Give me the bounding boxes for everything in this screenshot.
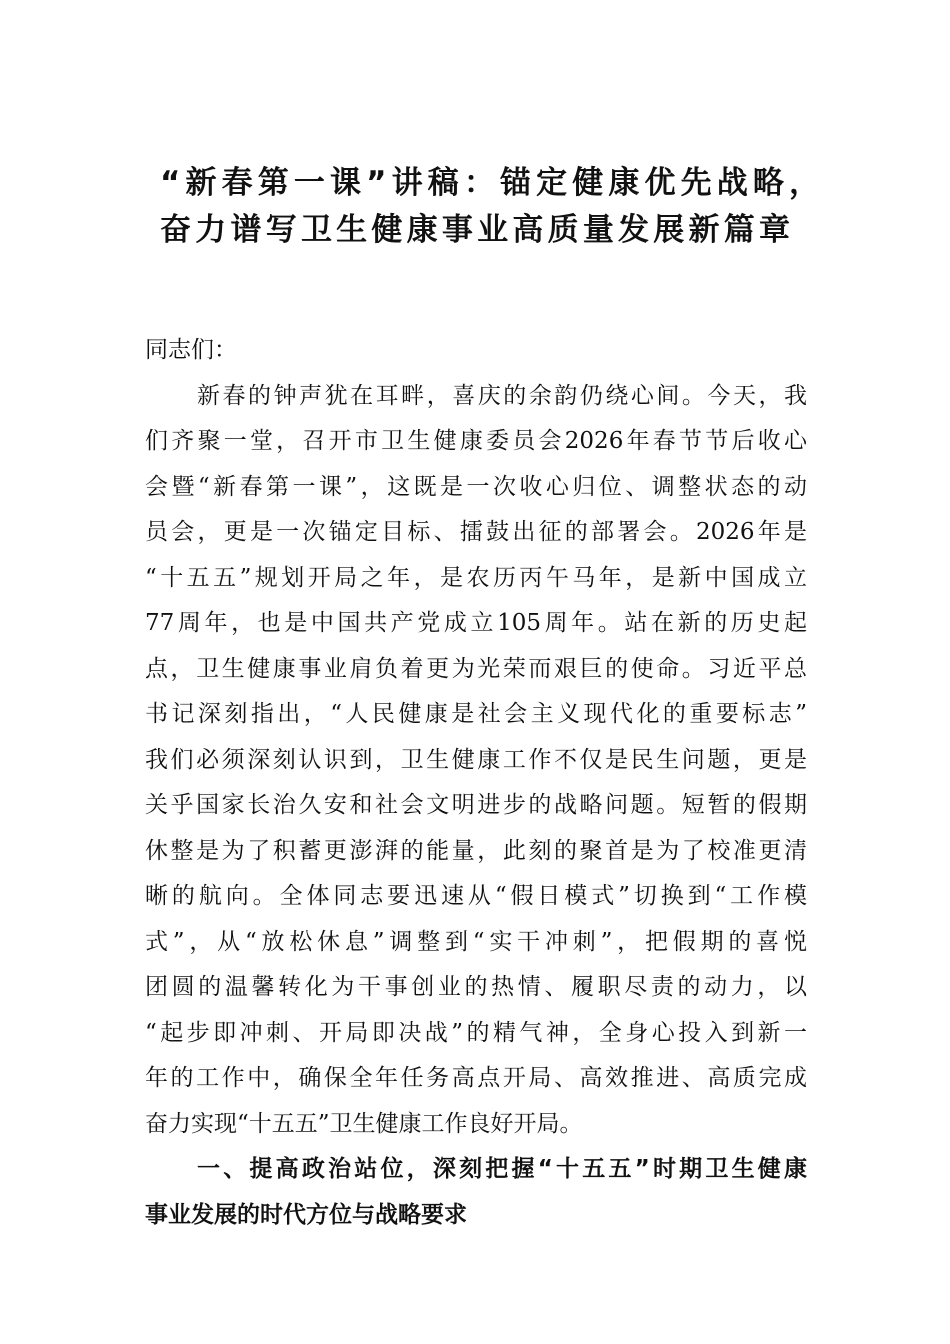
paragraph-line: 奋力实现“十五五”卫生健康工作良好开局。: [145, 1110, 583, 1137]
section-heading-line: 一、提高政治站位，深刻把握“十五五”时期卫生健康: [197, 1156, 807, 1182]
paragraph-line: 员会，更是一次锚定目标、擂鼓出征的部署会。2026年是: [145, 519, 807, 545]
paragraph-line: 新春的钟声犹在耳畔，喜庆的余韵仍绕心间。今天，我: [197, 382, 807, 409]
paragraph-line: 休整是为了积蓄更澎湃的能量，此刻的聚首是为了校准更清: [145, 837, 807, 864]
paragraph-line: 会暨“新春第一课”，这既是一次收心归位、调整状态的动: [145, 473, 807, 500]
paragraph-line: 关乎国家长治久安和社会文明进步的战略问题。短暂的假期: [145, 792, 807, 818]
document-title-line-1: “新春第一课”讲稿：锚定健康优先战略，: [160, 165, 820, 201]
paragraph-line: 们齐聚一堂，召开市卫生健康委员会2026年春节节后收心: [145, 428, 807, 454]
paragraph-line: 年的工作中，确保全年任务高点开局、高效推进、高质完成: [145, 1065, 807, 1091]
salutation: 同志们：: [145, 337, 237, 363]
paragraph-line: 点，卫生健康事业肩负着更为光荣而艰巨的使命。习近平总: [145, 655, 807, 682]
document-body: [145, 328, 807, 1238]
paragraph-line: 晰的航向。全体同志要迅速从“假日模式”切换到“工作模: [145, 883, 807, 909]
paragraph-line: 团圆的温馨转化为干事创业的热情、履职尽责的动力，以: [145, 974, 807, 1000]
paragraph-line: 式”，从“放松休息”调整到“实干冲刺”，把假期的喜悦: [145, 928, 807, 955]
paragraph-line: “十五五”规划开局之年，是农历丙午马年，是新中国成立: [145, 564, 807, 591]
paragraph-line: “起步即冲刺、开局即决战”的精气神，全身心投入到新一: [145, 1019, 807, 1046]
paragraph-line: 我们必须深刻认识到，卫生健康工作不仅是民生问题，更是: [145, 746, 807, 773]
paragraph-line: 书记深刻指出，“人民健康是社会主义现代化的重要标志”: [145, 701, 807, 727]
paragraph-line: 77周年，也是中国共产党成立105周年。站在新的历史起: [145, 610, 807, 636]
document-title-line-2: 奋力谱写卫生健康事业高质量发展新篇章: [160, 212, 790, 248]
section-heading-line: 事业发展的时代方位与战略要求: [145, 1201, 467, 1228]
